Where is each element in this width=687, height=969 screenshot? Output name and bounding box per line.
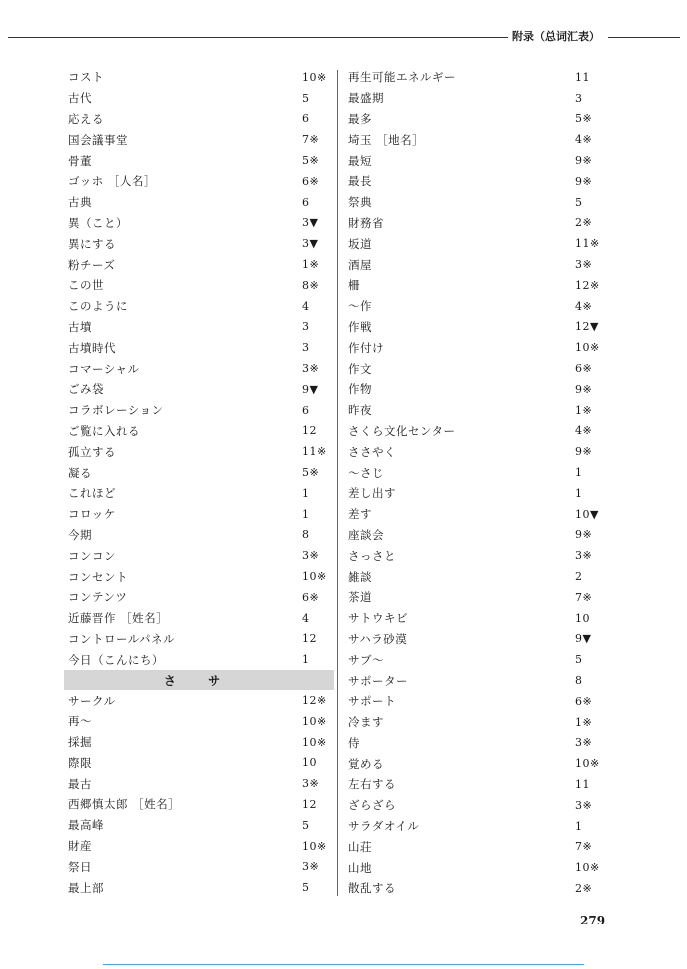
lesson-number: 1※ xyxy=(575,403,593,417)
lesson-number: 10▼ xyxy=(575,507,599,521)
vocab-entry xyxy=(68,608,330,629)
vocab-entry xyxy=(348,171,603,192)
lesson-number: 10※ xyxy=(575,861,600,875)
vocab-entry xyxy=(348,608,603,629)
vocab-entry xyxy=(68,566,330,587)
vocab-entry xyxy=(348,462,603,483)
vocab-term: ゴッホ ［人名］ xyxy=(68,174,156,189)
vocab-term: 最短 xyxy=(348,153,372,168)
vocab-entry xyxy=(348,400,603,421)
vocab-entry xyxy=(348,379,603,400)
vocab-term: 山荘 xyxy=(348,839,372,854)
vocab-entry xyxy=(348,566,603,587)
vocab-term: 骨董 xyxy=(68,153,92,168)
lesson-number: 5※ xyxy=(302,154,320,168)
vocab-entry xyxy=(348,233,603,254)
vocab-entry xyxy=(68,794,330,815)
lesson-number: 12※ xyxy=(575,278,600,292)
vocab-term: これほど xyxy=(68,486,116,501)
vocab-term: 凝る xyxy=(68,465,92,480)
lesson-number: 8※ xyxy=(302,278,320,292)
vocab-entry xyxy=(68,629,330,650)
vocab-entry xyxy=(348,629,603,650)
vocab-term: 作文 xyxy=(348,361,372,376)
vocab-entry xyxy=(348,649,603,670)
lesson-number: 4※ xyxy=(575,424,593,438)
lesson-number: 3※ xyxy=(575,258,593,272)
lesson-number: 1 xyxy=(575,819,583,833)
lesson-number: 10 xyxy=(302,756,317,770)
vocab-term: 際限 xyxy=(68,755,92,770)
lesson-number: 5 xyxy=(302,881,310,895)
lesson-number: 1 xyxy=(575,486,583,500)
lesson-number: 3※ xyxy=(575,798,593,812)
vocab-entry xyxy=(68,109,330,130)
vocab-term: サラダオイル xyxy=(348,819,420,834)
vocab-entry xyxy=(348,296,603,317)
vocab-term: 冷ます xyxy=(348,715,384,730)
vocab-term: 採掘 xyxy=(68,735,92,750)
lesson-number: 9※ xyxy=(575,174,593,188)
vocab-term: 作付け xyxy=(348,340,384,355)
vocab-term: サポーター xyxy=(348,673,408,688)
vocab-term: 作物 xyxy=(348,382,372,397)
vocab-entry xyxy=(348,525,603,546)
vocab-entry xyxy=(348,483,603,504)
vocab-term: 最古 xyxy=(68,776,92,791)
lesson-number: 8 xyxy=(575,674,583,687)
vocab-term: コンセント xyxy=(68,569,128,584)
vocab-entry xyxy=(348,275,603,296)
vocab-entry xyxy=(68,317,330,338)
vocab-entry xyxy=(68,233,330,254)
vocab-entry xyxy=(68,275,330,296)
lesson-number: 2※ xyxy=(575,216,593,230)
lesson-number: 10 xyxy=(575,611,590,625)
vocab-entry xyxy=(68,88,330,109)
vocab-term: コンテンツ xyxy=(68,590,128,605)
lesson-number: 7※ xyxy=(575,590,593,604)
vocab-entry xyxy=(348,421,603,442)
vocab-entry xyxy=(348,857,603,878)
vocab-entry xyxy=(68,358,330,379)
lesson-number: 6 xyxy=(302,403,310,417)
vocab-entry xyxy=(68,483,330,504)
lesson-number: 11※ xyxy=(575,237,600,251)
vocab-entry xyxy=(68,504,330,525)
vocab-entry xyxy=(348,67,603,88)
vocab-term: 粉チーズ xyxy=(68,257,116,272)
lesson-number: 12 xyxy=(302,797,317,811)
vocab-term: ごみ袋 xyxy=(68,382,104,397)
vocab-term: コロッケ xyxy=(68,507,116,522)
bottom-divider-line xyxy=(103,964,584,965)
vocab-term: 財産 xyxy=(68,839,92,854)
vocab-entry xyxy=(348,213,603,234)
vocab-entry xyxy=(348,753,603,774)
lesson-number: 3※ xyxy=(302,860,320,874)
lesson-number: 11 xyxy=(575,777,590,791)
lesson-number: 12▼ xyxy=(575,320,599,334)
lesson-number: 12※ xyxy=(302,694,327,707)
vocab-entry xyxy=(348,691,603,712)
vocab-entry xyxy=(68,525,330,546)
vocab-entry xyxy=(68,649,330,670)
vocab-entry xyxy=(68,254,330,275)
vocab-term: コラボレーション xyxy=(68,403,164,418)
lesson-number: 9▼ xyxy=(302,382,319,396)
lesson-number: 5 xyxy=(575,653,583,667)
vocab-entry xyxy=(348,337,603,358)
lesson-number: 10※ xyxy=(575,757,600,771)
lesson-number: 1 xyxy=(302,507,310,521)
lesson-number: 8 xyxy=(302,528,310,542)
vocab-entry xyxy=(348,816,603,837)
right-column xyxy=(348,67,603,899)
lesson-number: 2※ xyxy=(575,881,593,895)
vocab-term: 埼玉 ［地名］ xyxy=(348,132,425,147)
lesson-number: 7※ xyxy=(302,133,320,147)
vocab-term: コスト xyxy=(68,70,104,85)
lesson-number: 9※ xyxy=(575,528,593,542)
lesson-number: 1※ xyxy=(575,715,593,729)
vocab-term: ～作 xyxy=(348,299,372,314)
vocab-term: 古典 xyxy=(68,195,92,210)
vocab-term: 最高峰 xyxy=(68,818,104,833)
vocab-term: このように xyxy=(68,299,128,314)
vocab-entry xyxy=(68,462,330,483)
vocab-term: サハラ砂漠 xyxy=(348,631,408,646)
vocab-term: 最長 xyxy=(348,174,372,189)
vocab-term: 西郷慎太郎 ［姓名］ xyxy=(68,797,181,812)
vocab-term: 異にする xyxy=(68,236,116,251)
column-divider xyxy=(337,70,338,896)
vocab-entry xyxy=(68,815,330,836)
lesson-number: 6※ xyxy=(575,362,593,376)
lesson-number: 6 xyxy=(302,195,310,209)
vocab-entry xyxy=(68,129,330,150)
lesson-number: 3 xyxy=(575,91,583,105)
lesson-number: 3※ xyxy=(302,362,320,376)
vocab-term: 近藤晋作 ［姓名］ xyxy=(68,611,169,626)
vocab-entry xyxy=(68,545,330,566)
vocab-term: 最上部 xyxy=(68,880,104,895)
vocab-term: 左右する xyxy=(348,777,396,792)
vocab-entry xyxy=(68,296,330,317)
lesson-number: 6※ xyxy=(575,694,593,708)
lesson-number: 10※ xyxy=(302,570,327,584)
vocab-term: 茶道 xyxy=(348,590,372,605)
lesson-number: 5※ xyxy=(575,112,593,126)
vocab-term: 今日（こんにち） xyxy=(68,652,164,667)
vocab-term: 差し出す xyxy=(348,486,396,501)
vocab-entry xyxy=(68,877,330,898)
lesson-number: 6※ xyxy=(302,590,320,604)
lesson-number: 11※ xyxy=(302,445,327,459)
vocab-entry xyxy=(68,400,330,421)
vocab-entry xyxy=(68,856,330,877)
vocab-entry xyxy=(68,441,330,462)
lesson-number: 6 xyxy=(302,112,310,126)
vocab-term: 古墳時代 xyxy=(68,340,116,355)
vocab-entry xyxy=(68,192,330,213)
lesson-number: 3 xyxy=(302,341,310,355)
vocab-entry xyxy=(68,421,330,442)
vocab-term: コマーシャル xyxy=(68,361,140,376)
vocab-entry xyxy=(68,150,330,171)
lesson-number: 3※ xyxy=(302,549,320,563)
lesson-number: 3▼ xyxy=(302,216,319,230)
vocab-entry xyxy=(348,836,603,857)
vocab-entry xyxy=(348,254,603,275)
vocab-entry xyxy=(68,67,330,88)
lesson-number: 3 xyxy=(302,320,310,334)
vocab-entry xyxy=(348,795,603,816)
vocab-entry xyxy=(68,379,330,400)
vocab-entry xyxy=(348,712,603,733)
vocab-term: 再～ xyxy=(68,714,92,729)
vocab-term: 昨夜 xyxy=(348,403,372,418)
vocab-entry xyxy=(68,732,330,753)
vocab-term: ざらざら xyxy=(348,798,396,813)
vocab-term: 異（こと） xyxy=(68,215,128,230)
lesson-number: 1※ xyxy=(302,258,320,272)
vocab-term: サトウキビ xyxy=(348,611,408,626)
lesson-number: 10※ xyxy=(302,714,327,728)
lesson-number: 4 xyxy=(302,299,310,313)
vocab-entry xyxy=(68,753,330,774)
vocab-entry xyxy=(68,213,330,234)
lesson-number: 10※ xyxy=(302,839,327,853)
lesson-number: 9※ xyxy=(575,445,593,459)
vocab-entry xyxy=(348,109,603,130)
lesson-number: 4 xyxy=(302,611,310,625)
vocab-term: 応える xyxy=(68,111,104,126)
lesson-number: 3※ xyxy=(302,777,320,791)
vocab-term: 財務省 xyxy=(348,215,384,230)
vocab-term: さくら文化センター xyxy=(348,423,456,438)
section-header-sa: さ サ xyxy=(64,670,334,690)
lesson-number: 9▼ xyxy=(575,632,592,646)
vocab-term: 差す xyxy=(348,507,372,522)
header-rule xyxy=(8,37,508,38)
vocab-entry xyxy=(348,670,603,691)
vocab-term: 侍 xyxy=(348,735,360,750)
vocab-term: 国会議事堂 xyxy=(68,132,128,147)
vocab-term: この世 xyxy=(68,278,104,293)
vocab-term: コンコン xyxy=(68,548,116,563)
vocab-term: 今期 xyxy=(68,527,92,542)
vocab-term: 雑談 xyxy=(348,569,372,584)
vocab-entry xyxy=(348,774,603,795)
lesson-number: 5※ xyxy=(302,466,320,480)
vocab-term: 作戦 xyxy=(348,319,372,334)
vocab-term: サポート xyxy=(348,694,396,709)
vocab-entry xyxy=(68,711,330,732)
vocab-term: 坂道 xyxy=(348,236,372,251)
vocab-term: 古代 xyxy=(68,91,92,106)
vocab-entry xyxy=(348,587,603,608)
lesson-number: 6※ xyxy=(302,174,320,188)
vocab-term: 孤立する xyxy=(68,444,116,459)
vocab-entry xyxy=(348,545,603,566)
page-header-title: 附录（总词汇表） xyxy=(512,30,600,43)
vocab-term: ささやく xyxy=(348,444,396,459)
vocab-term: 最盛期 xyxy=(348,91,384,106)
vocab-term: ～さじ xyxy=(348,465,384,480)
lesson-number: 9※ xyxy=(575,154,593,168)
vocab-term: 酒屋 xyxy=(348,257,372,272)
vocab-entry xyxy=(68,690,330,711)
vocab-entry xyxy=(68,773,330,794)
vocab-entry xyxy=(348,192,603,213)
page-bottom-margin xyxy=(0,924,687,969)
lesson-number: 2 xyxy=(575,570,583,584)
lesson-number: 1 xyxy=(575,466,583,480)
vocab-entry xyxy=(348,878,603,899)
vocab-entry xyxy=(68,337,330,358)
vocab-term: 柵 xyxy=(348,278,360,293)
lesson-number: 5 xyxy=(575,195,583,209)
lesson-number: 10※ xyxy=(575,341,600,355)
vocab-term: サブ～ xyxy=(348,652,384,667)
lesson-number: 5 xyxy=(302,91,310,105)
vocab-term: 再生可能エネルギー xyxy=(348,70,456,85)
page-number: 279 xyxy=(580,914,606,924)
vocab-term: サークル xyxy=(68,693,116,708)
lesson-number: 11 xyxy=(575,70,590,84)
vocab-term: 古墳 xyxy=(68,319,92,334)
lesson-number: 4※ xyxy=(575,299,593,313)
vocab-entry xyxy=(68,171,330,192)
lesson-number: 5 xyxy=(302,818,310,832)
header-rule xyxy=(608,37,680,38)
vocab-entry xyxy=(348,317,603,338)
lesson-number: 7※ xyxy=(575,840,593,854)
lesson-number: 10※ xyxy=(302,70,327,84)
vocab-term: さっさと xyxy=(348,548,396,563)
lesson-number: 3※ xyxy=(575,549,593,563)
vocab-entry xyxy=(348,129,603,150)
vocab-term: コントロールパネル xyxy=(68,631,175,646)
vocab-entry xyxy=(348,733,603,754)
vocab-entry xyxy=(348,150,603,171)
lesson-number: 9※ xyxy=(575,382,593,396)
vocab-entry xyxy=(348,88,603,109)
lesson-number: 10※ xyxy=(302,735,327,749)
lesson-number: 12 xyxy=(302,632,317,646)
vocab-entry xyxy=(348,358,603,379)
vocab-entry xyxy=(348,441,603,462)
lesson-number: 3※ xyxy=(575,736,593,750)
vocab-term: 祭典 xyxy=(348,195,372,210)
vocab-entry xyxy=(348,504,603,525)
lesson-number: 1 xyxy=(302,653,310,667)
vocab-entry xyxy=(68,836,330,857)
vocab-term: 祭日 xyxy=(68,859,92,874)
lesson-number: 3▼ xyxy=(302,237,319,251)
lesson-number: 1 xyxy=(302,486,310,500)
left-column xyxy=(68,67,330,898)
vocab-term: 山地 xyxy=(348,860,372,875)
vocab-term: 最多 xyxy=(348,111,372,126)
lesson-number: 12 xyxy=(302,424,317,438)
vocab-term: 座談会 xyxy=(348,527,384,542)
vocab-entry xyxy=(68,587,330,608)
lesson-number: 4※ xyxy=(575,133,593,147)
vocab-term: ご覧に入れる xyxy=(68,423,140,438)
vocab-term: 覚める xyxy=(348,756,384,771)
vocab-term: 散乱する xyxy=(348,881,396,896)
